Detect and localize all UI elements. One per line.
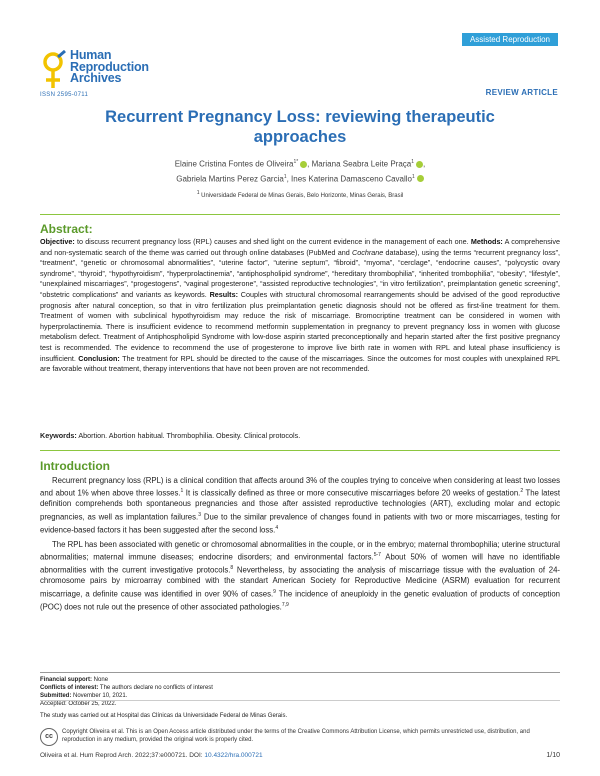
journal-name [70,50,149,85]
author-1-sup: 1* [293,159,299,165]
author-3-sup: 1 [283,173,287,180]
license-text: Copyright Oliveira et al. This is an Open Access article distributed under the terms of the Creative Commons Attribution License, which permits unrestricted use, distribution, and reproduction in any medium, provided the original work is properly cited. [62,729,530,743]
submitted-label: Submitted: [40,693,72,699]
conclusion-label: Conclusion: [78,353,120,363]
citation-line [40,752,560,759]
keywords [40,431,560,441]
keywords-text: Abortion. Abortion habitual. Thrombophilia. Obesity. Clinical protocols. [76,431,301,440]
divider [40,700,560,701]
citation-text: Oliveira et al. Hum Reprod Arch. 2022;37:e000721. DOI: [40,752,205,759]
accepted-text: Accepted: October 25, 2022. [40,701,117,707]
author-4-sup: 1 [412,173,415,180]
conflicts-text: The authors declare no conflicts of interest [98,685,213,691]
affiliation-text: Universidade Federal de Minas Gerais, Belo Horizonte, Minas Gerais, Brasil [201,193,404,199]
divider [40,450,560,451]
introduction-body [40,476,560,617]
results-label: Results: [209,289,238,299]
conflicts-label: Conflicts of interest: [40,685,99,691]
author-1[interactable]: Elaine Cristina Fontes de Oliveira [174,159,294,169]
section-tag: Assisted Reproduction [462,33,558,46]
affiliation-sup: 1 [196,190,200,196]
study-location: The study was carried out at Hospital das Clínicas da Universidade Federal de Minas Gerais. [40,713,288,719]
methods-label: Methods: [470,237,503,246]
objective-label: Objective: [40,237,75,246]
cc-license-icon[interactable]: cc [40,728,58,746]
footnotes [40,676,560,708]
orcid-icon[interactable] [416,161,423,168]
author-list: Elaine Cristina Fontes de Oliveira$^{1*}$ , Mariana Seabra Leite Praça$^1$ , Gabriela Martins Perez Garcia$^1$, Ines Katerina Damasceno Cavallo$^1$ [174,159,426,184]
intro-paragraph-2: The RPL has been associated with genetic or chromosomal abnormalities in the couple, or in the embryo; maternal thrombophilia; uterine structural abnormalities; maternal immune diseases; endocrine disorders; and environmental factors.$^{5-7}$ About 50% of women will have no identifiable abnormalities with the current investigative protocols.$^8$ Nevertheless, by associating the analysis of miscarriage tissue with the evaluation of 24-chromosome pairs by microarray combined with the standart American Society for Reproductive Medicine (ASRM) evaluation for recurrent miscarriage, a definite cause was identified in over 90% of cases.$^9$ The incidence of aneuploidy in the genetic evaluation of products of conception (POC) does not rule out the presence of other associated pathologies.$^{7,9}$ [40,539,560,612]
divider [40,214,560,215]
orcid-icon[interactable] [417,175,424,182]
journal-name-line1: Human [70,48,112,62]
author-4[interactable]: Ines Katerina Damasceno Cavallo [291,174,412,184]
author-2-sup: 1 [411,159,415,165]
abstract-heading: Abstract: [40,222,93,236]
submitted-text: November 10, 2021. [71,693,128,699]
divider [40,672,560,673]
author-3[interactable]: Gabriela Martins Perez Garcia [176,174,284,184]
methods-text-2: database), using the terms “recurrent pregnancy loss”, “treatment”, “genetic or chromosomal abnormalities”, “uterine factor”, “uterine septum”, “fibroid”, “myoma”, “cerclage”, “endocrine causes”, “polycystic ovary syndrome”, “thyroid”, “hypothyroidism”, “hyperprolactinemia”, “antiphospholipid syndrome”, “hereditary thrombophilia”, “inherited trombophilia”, “obesity”, “lifestyle”, “unexplained miscarriages”, “progestogens”, “vaginal progesterone”, “assisted reproductive technologies”, “in vitro fertilization”, preimplantation genetic screening”, “obstetric complications” and variants as keywords. [40,247,560,299]
intro-paragraph-1: Recurrent pregnancy loss (RPL) is a clinical condition that affects around 3% of the couples trying to conceive when considering at least two losses and about 1% when above three losses.$^1$ It is classically defined as three or more consecutive miscarriages before 20 weeks of gestation.$^2$ The latest definition comprehends both spontaneous pregnancies and those after assisted reproductive technologies (ART), excluding molar and ectopic pregnancies, as well as implantation failures.$^3$ Due to the similar prevalence of changes found in patients with two or more miscarriages, testing for evidence-based factors it has been suggested after the second loss.$^4$ [40,476,560,535]
support-label: Financial support: [40,677,93,683]
methods-italic: Cochrane [352,247,384,257]
introduction-heading: Introduction [40,459,110,473]
support-text: None [92,677,109,683]
doi-link[interactable]: 10.4322/hra.000721 [204,752,263,759]
page-number: 1/10 [546,752,560,759]
affiliation [100,190,500,199]
article-title: Recurrent Pregnancy Loss: reviewing therapeutic approaches [105,108,495,146]
journal-logo-icon [38,50,68,90]
objective-text: to discuss recurrent pregnancy loss (RPL) causes and shed light on the current evidence in the management of each one. [74,237,469,246]
author-2[interactable]: Mariana Seabra Leite Praça [311,159,412,169]
article-type: REVIEW ARTICLE [485,88,558,97]
methods-text: A comprehensive and non-systematic search of the theme was carried out through online databases (PubMed and [40,237,561,257]
conclusion-text: The treatment for RPL should be directed to the cause of the miscarriages. Since the outcomes for most couples with unexplained RPL are favorable without treatment, therapy interventions that have not been proven are not recommended. [40,353,560,374]
abstract-body [40,237,560,375]
journal-name-line2: Reproduction [70,59,149,74]
results-text: Couples with structural chromosomal rearrangements should be advised of the good reproductive prognosis after natural conception, so that in vitro fertilization plus preimplantation genetic diagnosis should not be offered as first-line treatment for them. Treatment of women with subclinical hypothyroidism may reduce the risk of miscarriage. Bromocriptine treatment can be considered in women with hyperprolactinemia. There is insufficient evidence to recommend metformin supplementation in pregnancy to prevent pregnancy loss in women with glucose metabolism defect. Treatment of Antiphospholipid Syndrome with low-dose aspirin started preconceptionally and heparin started after the first positive pregnancy test is recommended. The evidence to recommend the use of progesterone to improve live birth rate in women with RPL and luteal phase insufficiency is insufficient. [40,289,561,363]
orcid-icon[interactable] [300,161,307,168]
issn: ISSN 2595-0711 [40,92,89,98]
journal-name-line3: Archives [70,71,122,85]
keywords-label: Keywords: [40,431,77,440]
